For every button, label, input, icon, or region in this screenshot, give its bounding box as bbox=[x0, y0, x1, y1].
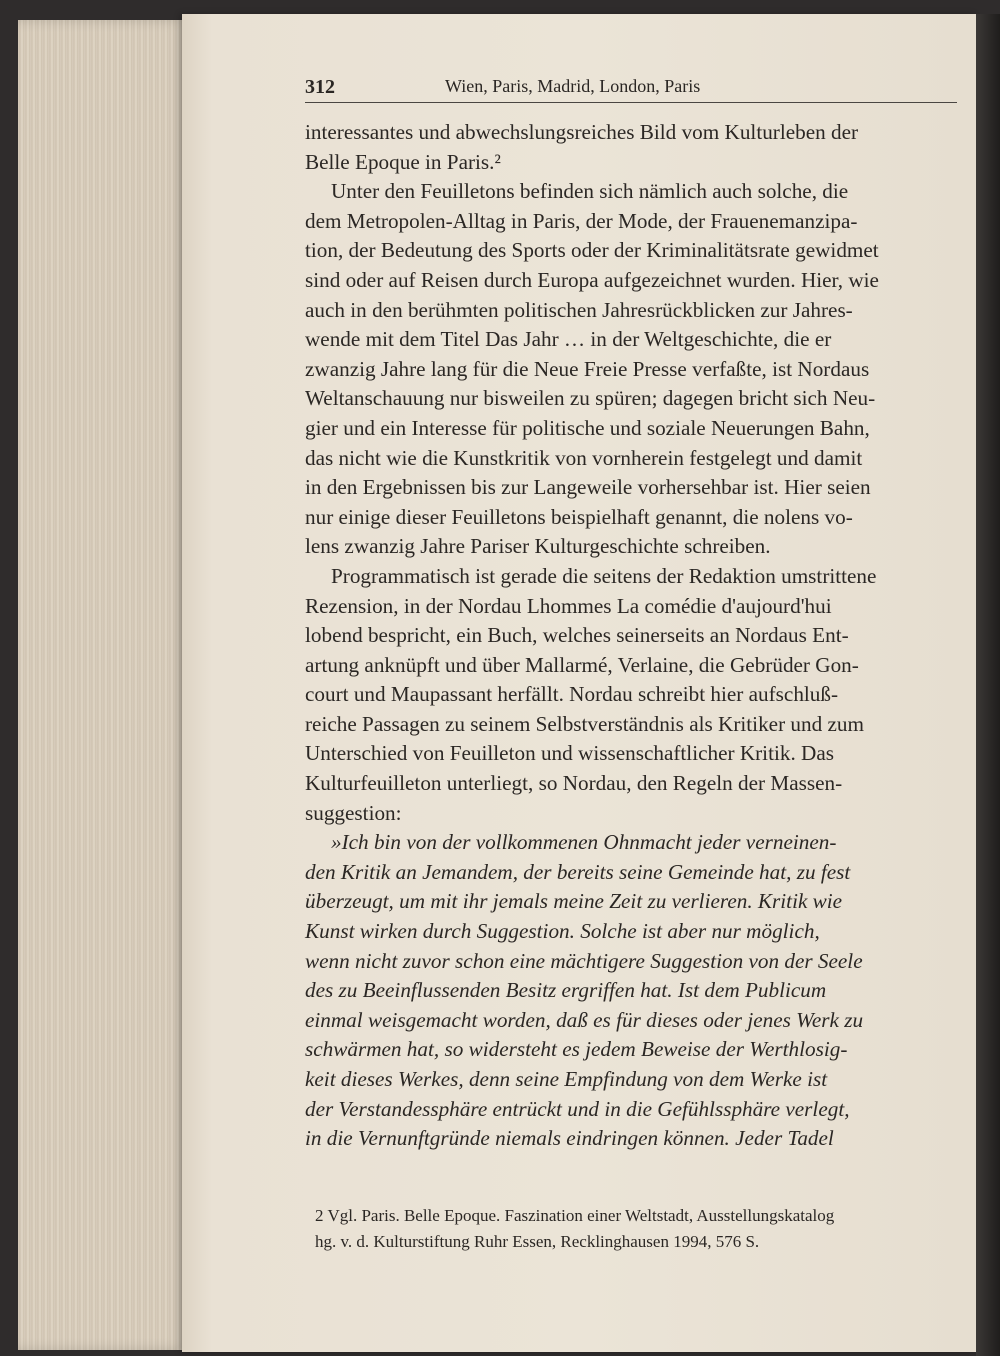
text-line: Programmatisch ist gerade die seitens der Redaktion umstrittene bbox=[331, 563, 877, 588]
text-line: Unterschied von Feuilleton und wissenschaftlicher Kritik. Das bbox=[305, 741, 834, 766]
body-text bbox=[305, 118, 961, 1154]
text-line: lobend bespricht, ein Buch, welches seinerseits an Nordaus Ent- bbox=[305, 623, 849, 648]
text-line: tion, der Bedeutung des Sports oder der Kriminalitätsrate gewidmet bbox=[305, 238, 879, 263]
quote-line: in die Vernunftgründe niemals eindringen können. Jeder Tadel bbox=[305, 1126, 834, 1151]
page-number: 312 bbox=[305, 76, 335, 98]
text-line: gier und ein Interesse für politische und soziale Neuerungen Bahn, bbox=[305, 415, 870, 440]
footnote-line: hg. v. d. Kulturstiftung Ruhr Essen, Recklinghausen 1994, 576 S. bbox=[315, 1232, 760, 1251]
quote-line: »Ich bin von der vollkommenen Ohnmacht jeder verneinen- bbox=[331, 830, 837, 855]
quote-line: den Kritik an Jemandem, der bereits seine Gemeinde hat, zu fest bbox=[305, 859, 851, 884]
facing-page-edge bbox=[976, 14, 1000, 1356]
text-line: zwanzig Jahre lang für die Neue Freie Presse verfaßte, ist Nordaus bbox=[305, 356, 870, 381]
text-line: Rezension, in der Nordau Lhommes La comédie d'aujourd'hui bbox=[305, 593, 832, 618]
text-line: Weltanschauung nur bisweilen zu spüren; dagegen bricht sich Neu- bbox=[305, 386, 876, 411]
text-line: reiche Passagen zu seinem Selbstverständnis als Kritiker und zum bbox=[305, 711, 864, 736]
text-line: wende mit dem Titel Das Jahr … in der Weltgeschichte, die er bbox=[305, 327, 832, 352]
page-header bbox=[305, 74, 957, 103]
text-line: artung anknüpft und über Mallarmé, Verlaine, die Gebrüder Gon- bbox=[305, 652, 859, 677]
quote-line: der Verstandessphäre entrückt und in die Gefühlssphäre verlegt, bbox=[305, 1096, 850, 1121]
quote-line: einmal weisgemacht worden, daß es für dieses oder jenes Werk zu bbox=[305, 1007, 864, 1032]
text-line: auch in den berühmten politischen Jahresrückblicken zur Jahres- bbox=[305, 297, 853, 322]
quote-line: des zu Beeinflussenden Besitz ergriffen hat. Ist dem Publicum bbox=[305, 978, 827, 1003]
footnote bbox=[315, 1203, 965, 1255]
running-head: Wien, Paris, Madrid, London, Paris bbox=[445, 76, 701, 96]
quote-line: keit dieses Werkes, denn seine Empfindung von dem Werke ist bbox=[305, 1067, 828, 1091]
text-line: sind oder auf Reisen durch Europa aufgezeichnet wurden. Hier, wie bbox=[305, 267, 879, 292]
page-edges bbox=[18, 20, 188, 1350]
text-line: das nicht wie die Kunstkritik von vornherein festgelegt und damit bbox=[305, 445, 863, 470]
quote-line: überzeugt, um mit ihr jemals meine Zeit zu verlieren. Kritik wie bbox=[305, 889, 843, 914]
text-line: Kulturfeuilleton unterliegt, so Nordau, den Regeln der Massen- bbox=[305, 771, 843, 796]
footnote-line: 2 Vgl. Paris. Belle Epoque. Faszination einer Weltstadt, Ausstellungskatalog bbox=[315, 1206, 835, 1225]
text-line: Unter den Feuilletons befinden sich nämlich auch solche, die bbox=[331, 179, 849, 204]
quote-line: wenn nicht zuvor schon eine mächtigere Suggestion von der Seele bbox=[305, 948, 863, 973]
text-line: court und Maupassant herfällt. Nordau schreibt hier aufschluß- bbox=[305, 682, 839, 707]
text-line: suggestion: bbox=[305, 800, 402, 825]
text-line: interessantes und abwechslungsreiches Bild vom Kulturleben der bbox=[305, 120, 859, 144]
text-line: lens zwanzig Jahre Pariser Kulturgeschichte schreiben. bbox=[305, 534, 771, 559]
quote-line: schwärmen hat, so widersteht es jedem Beweise der Werthlosig- bbox=[305, 1037, 848, 1062]
text-line: in den Ergebnissen bis zur Langeweile vorhersehbar ist. Hier seien bbox=[305, 475, 871, 500]
text-line: dem Metropolen-Alltag in Paris, der Mode, der Frauenemanzipa- bbox=[305, 208, 858, 233]
text-line: nur einige dieser Feuilletons beispielhaft genannt, die nolens vo- bbox=[305, 504, 853, 529]
quote-line: Kunst wirken durch Suggestion. Solche ist aber nur möglich, bbox=[305, 919, 820, 944]
text-line: Belle Epoque in Paris.² bbox=[305, 149, 501, 174]
